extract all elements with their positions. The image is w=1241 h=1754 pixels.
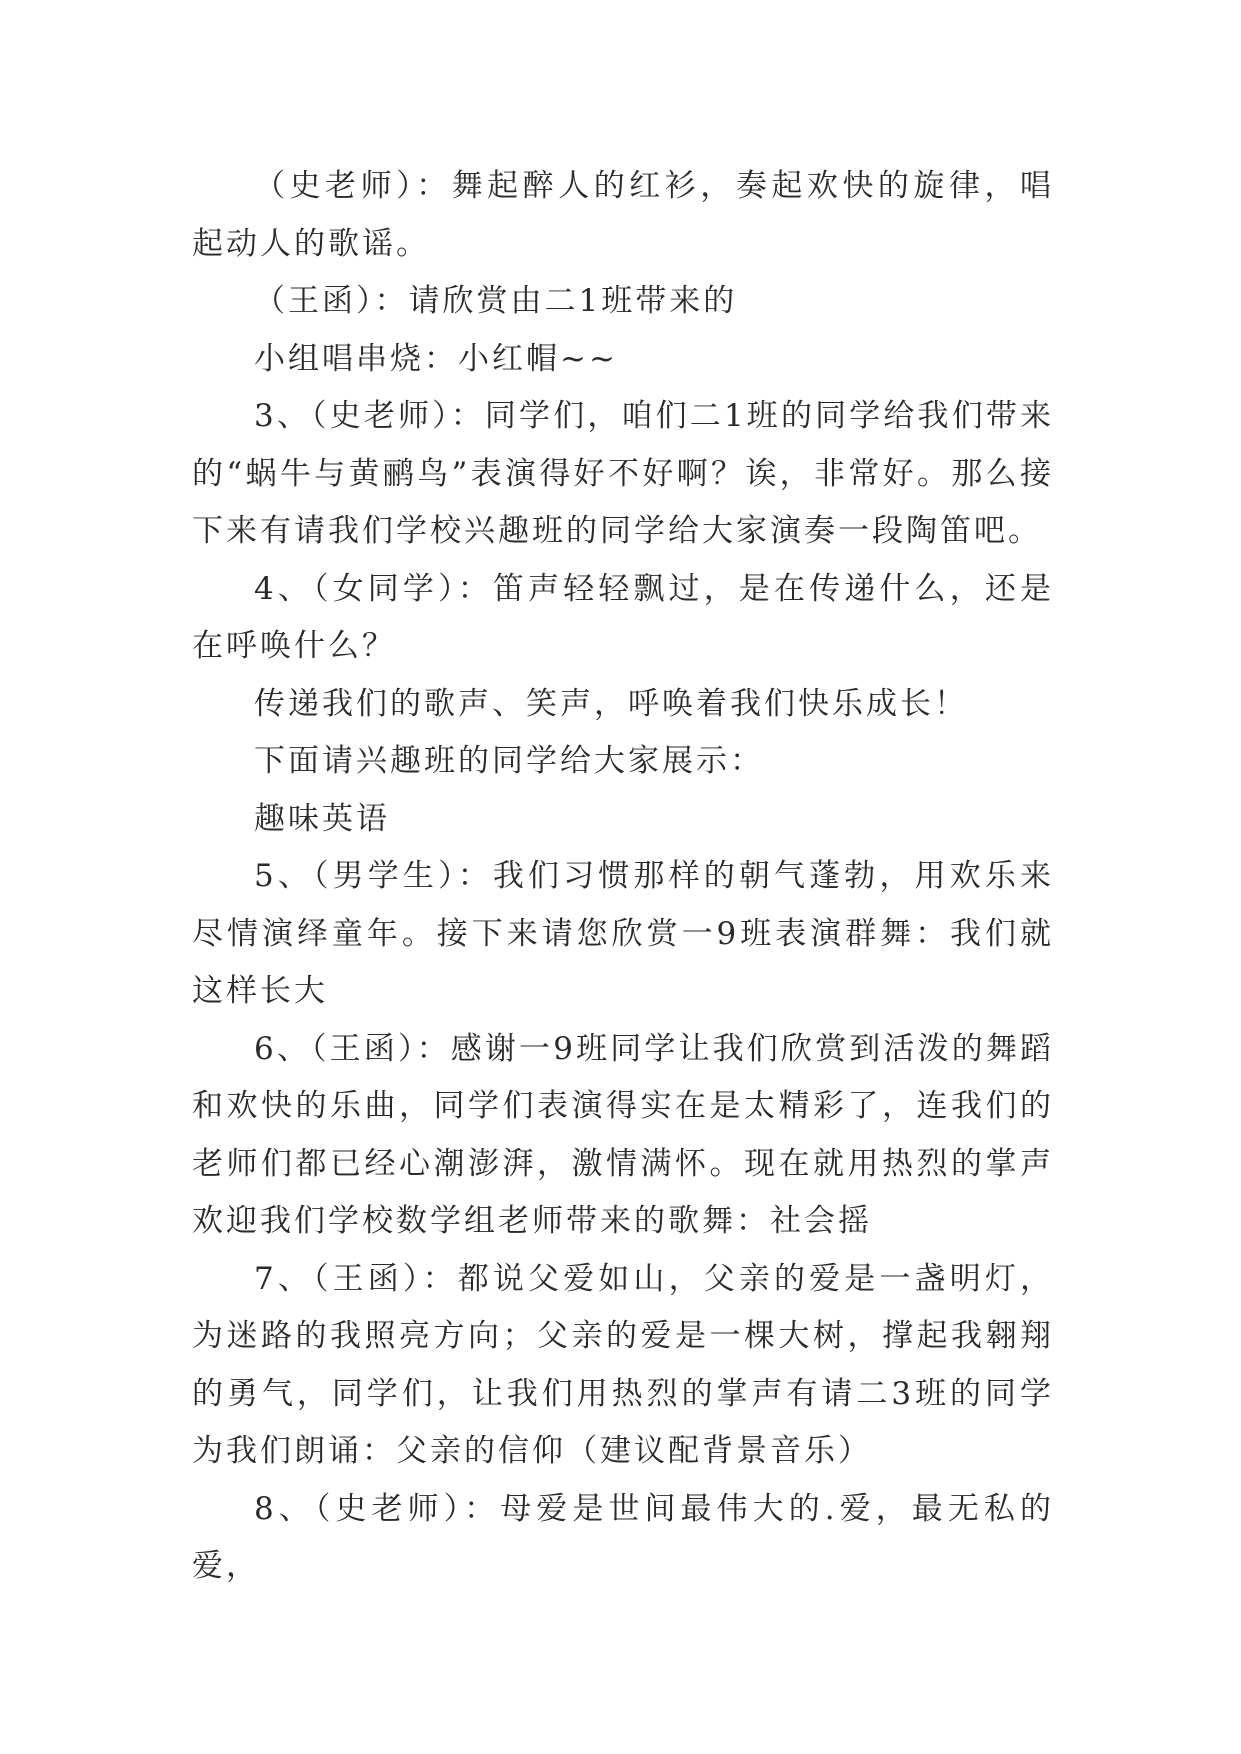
paragraph: （王函）：请欣赏由二1班带来的 (254, 283, 738, 319)
paragraph: 6、（王函）：感谢一9班同学让我们欣赏到活泼的舞蹈和欢快的乐曲，同学们表演得实在是太精彩了，连我们的老师们都已经心潮澎湃，激情满怀。现在就用热烈的掌声欢迎我们学校数学组老师带来的歌舞：社会摇 (192, 1030, 1054, 1239)
paragraph: 4、（女同学）：笛声轻轻飘过，是在传递什么，还是在呼唤什么？ (192, 570, 1054, 664)
paragraph: 小组唱串烧：小红帽~~ (254, 340, 618, 377)
paragraph: 7、（王函）：都说父爱如山，父亲的爱是一盏明灯，为迷路的我照亮方向；父亲的爱是一棵大树，撑起我翱翔的勇气，同学们，让我们用热烈的掌声有请二3班的同学为我们朗诵：父亲的信仰（建议配背景音乐） (192, 1260, 1054, 1469)
paragraph: 下面请兴趣班的同学给大家展示： (254, 743, 764, 779)
paragraph: 8、（史老师）：母爱是世间最伟大的.爱，最无私的爱， (192, 1490, 1054, 1584)
paragraph: 5、（男学生）：我们习惯那样的朝气蓬勃，用欢乐来尽情演绎童年。接下来请您欣赏一9班表演群舞：我们就这样长大 (192, 858, 1054, 1009)
paragraph: （史老师）：舞起醉人的红衫，奏起欢快的旋律，唱起动人的歌谣。 (192, 168, 1054, 262)
document-page (192, 158, 1054, 1596)
paragraph: 传递我们的歌声、笑声，呼唤着我们快乐成长！ (254, 685, 968, 722)
paragraph: 3、（史老师）：同学们，咱们二1班的同学给我们带来的“蜗牛与黄鹂鸟”表演得好不好啊？诶，非常好。那么接下来有请我们学校兴趣班的同学给大家演奏一段陶笛吧。 (192, 398, 1054, 549)
paragraph: 趣味英语 (254, 800, 390, 837)
